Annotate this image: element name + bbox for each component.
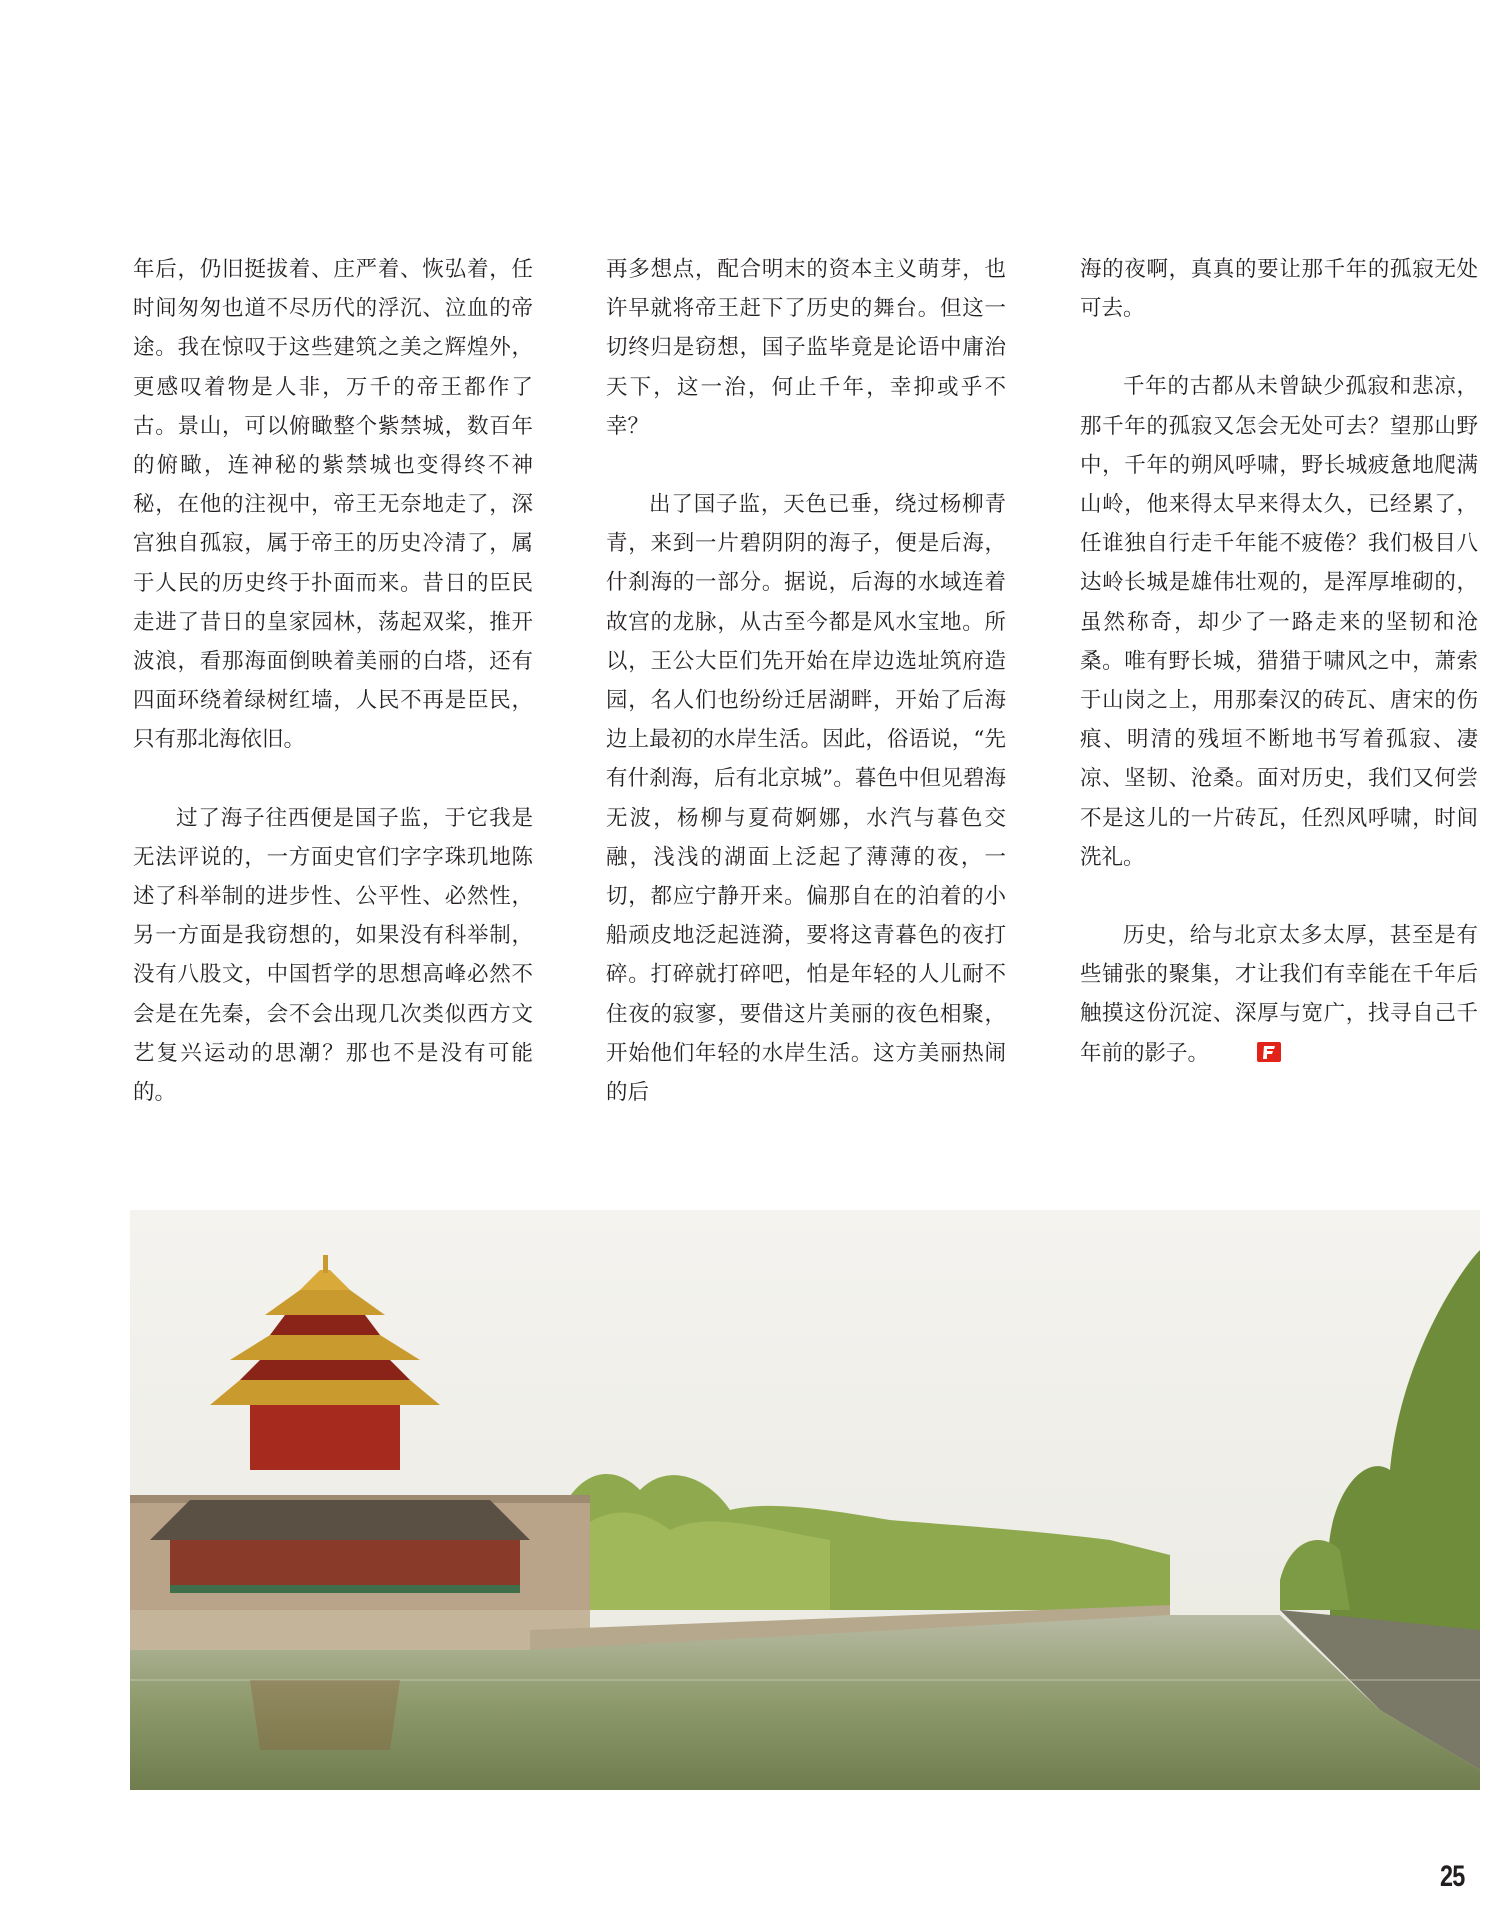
paragraph: 再多想点，配合明末的资本主义萌芽，也许早就将帝王赶下了历史的舞台。但这一切终归是窃想，国子监毕竟是论语中庸治天下，这一治，何止千年，幸抑或乎不幸？: [606, 257, 1006, 439]
text-column-2: [606, 250, 1006, 1151]
paragraph: 海的夜啊，真真的要让那千年的孤寂无处可去。: [1080, 257, 1478, 322]
paragraph-last: [1080, 916, 1478, 1073]
paragraph-text: 历史，给与北京太多太厚，甚至是有些铺张的聚集，才让我们有幸能在千年后触摸这份沉淀、深厚与宽广，找寻自己千年前的影子。: [1080, 923, 1478, 1066]
paragraph: 年后，仍旧挺拔着、庄严着、恢弘着，任时间匆匆也道不尽历代的浮沉、泣血的帝途。我在惊叹于这些建筑之美之辉煌外，更感叹着物是人非，万千的帝王都作了古。景山，可以俯瞰整个紫禁城，数百年的俯瞰，连神秘的紫禁城也变得终不神秘，在他的注视中，帝王无奈地走了，深宫独自孤寂，属于帝王的历史冷清了，属于人民的历史终于扑面而来。昔日的臣民走进了昔日的皇家园林，荡起双桨，推开波浪，看那海面倒映着美丽的白塔，还有四面环绕着绿树红墙，人民不再是臣民，只有那北海依旧。: [133, 257, 533, 753]
paragraph: 千年的古都从未曾缺少孤寂和悲凉，那千年的孤寂又怎会无处可去？望那山野中，千年的朔风呼啸，野长城疲惫地爬满山岭，他来得太早来得太久，已经累了，任谁独自行走千年能不疲倦？我们极目八达岭长城是雄伟壮观的，是浑厚堆砌的，虽然称奇，却少了一路走来的坚韧和沧桑。唯有野长城，猎猎于啸风之中，萧索于山岗之上，用那秦汉的砖瓦、唐宋的伤痕、明清的残垣不断地书写着孤寂、凄凉、坚韧、沧桑。面对历史，我们又何尝不是这儿的一片砖瓦，任烈风呼啸，时间洗礼。: [1080, 374, 1478, 870]
end-mark-icon: [1213, 1037, 1239, 1059]
text-column-1: [133, 250, 533, 1151]
paragraph: 出了国子监，天色已垂，绕过杨柳青青，来到一片碧阴阴的海子，便是后海，什刹海的一部分。据说，后海的水域连着故宫的龙脉，从古至今都是风水宝地。所以，王公大臣们先开始在岸边选址筑府造园，名人们也纷纷迁居湖畔，开始了后海边上最初的水岸生活。因此，俗语说，“先有什刹海，后有北京城”。暮色中但见碧海无波，杨柳与夏荷婀娜，水汽与暮色交融，浅浅的湖面上泛起了薄薄的夜，一切，都应宁静开来。偏那自在的泊着的小船顽皮地泛起涟漪，要将这青暮色的夜打碎。打碎就打碎吧，怕是年轻的人儿耐不住夜的寂寥，要借这片美丽的夜色相聚，开始他们年轻的水岸生活。这方美丽热闹的后: [606, 492, 1006, 1106]
forbidden-city-corner-tower-photo: [130, 1210, 1480, 1790]
page-number: 25: [1440, 1860, 1465, 1893]
paragraph: 过了海子往西便是国子监，于它我是无法评说的，一方面史官们字字珠玑地陈述了科举制的进步性、公平性、必然性，另一方面是我窃想的，如果没有科举制，没有八股文，中国哲学的思想高峰必然不会是在先秦，会不会出现几次类似西方文艺复兴运动的思潮？那也不是没有可能的。: [133, 805, 533, 1106]
text-column-3: [1080, 250, 1478, 1112]
